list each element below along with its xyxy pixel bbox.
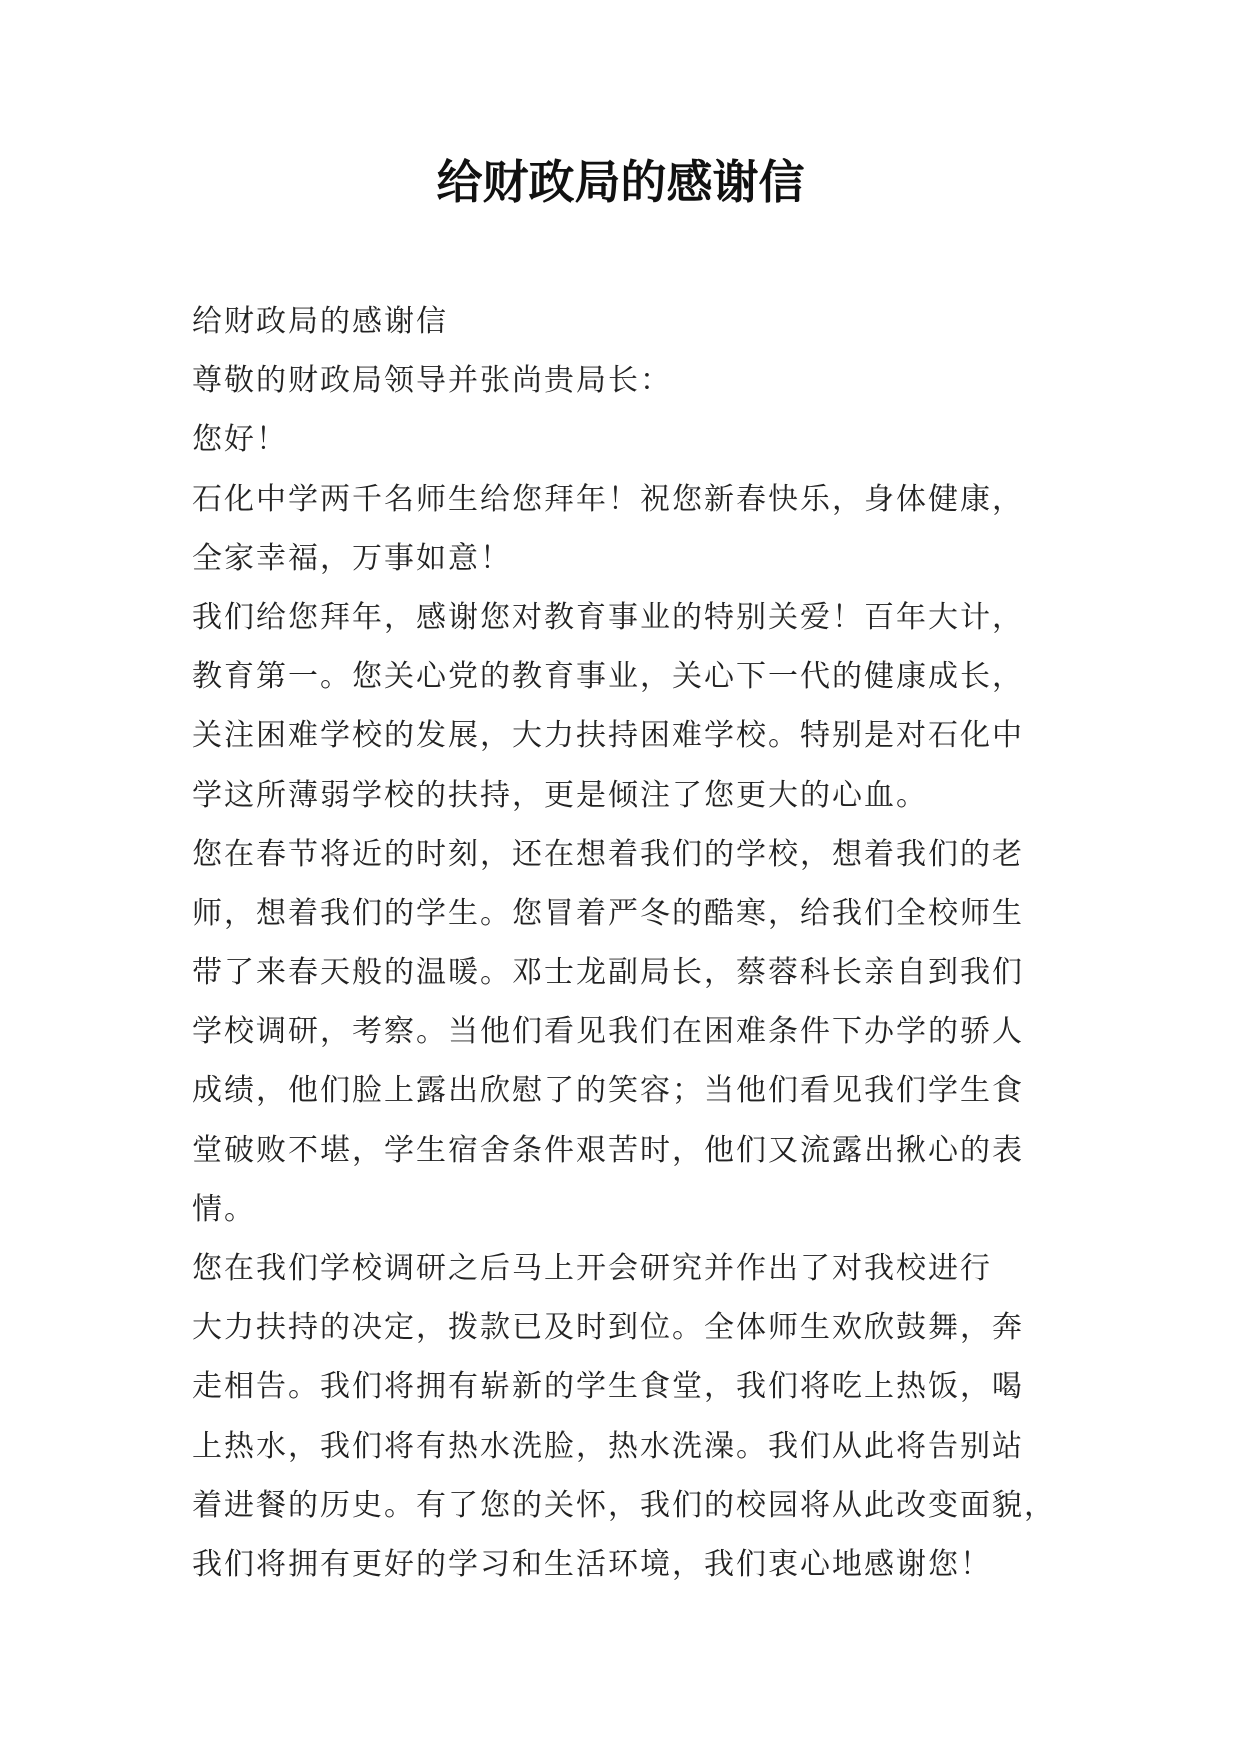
text-line: 教育第一。您关心党的教育事业，关心下一代的健康成长， xyxy=(192,659,1024,695)
letter-body xyxy=(192,292,1062,1594)
text-line: 您在春节将近的时刻，还在想着我们的学校，想着我们的老 xyxy=(192,836,1024,872)
text-line: 全家幸福，万事如意！ xyxy=(192,540,512,576)
text-line: 上热水，我们将有热水洗脸，热水洗澡。我们从此将告别站 xyxy=(192,1428,1024,1464)
text-line: 您在我们学校调研之后马上开会研究并作出了对我校进行 xyxy=(192,1251,992,1286)
document-title: 给财政局的感谢信 xyxy=(436,155,805,209)
text-line: 我们给您拜年，感谢您对教育事业的特别关爱！百年大计， xyxy=(192,599,1024,635)
text-line: 着进餐的历史。有了您的关怀，我们的校园将从此改变面貌， xyxy=(192,1487,1056,1523)
text-line: 石化中学两千名师生给您拜年！祝您新春快乐，身体健康， xyxy=(192,481,1024,517)
text-line: 学这所薄弱学校的扶持，更是倾注了您更大的心血。 xyxy=(192,777,928,813)
text-line: 给财政局的感谢信 xyxy=(192,304,448,339)
text-line: 大力扶持的决定，拨款已及时到位。全体师生欢欣鼓舞，奔 xyxy=(192,1310,1024,1346)
text-line: 成绩，他们脸上露出欣慰了的笑容；当他们看见我们学生食 xyxy=(192,1073,1024,1109)
text-line: 我们将拥有更好的学习和生活环境，我们衷心地感谢您！ xyxy=(192,1546,992,1582)
text-line: 师，想着我们的学生。您冒着严冬的酷寒，给我们全校师生 xyxy=(192,895,1024,931)
text-line: 关注困难学校的发展，大力扶持困难学校。特别是对石化中 xyxy=(192,718,1024,754)
text-line: 情。 xyxy=(192,1191,256,1227)
text-line: 堂破败不堪，学生宿舍条件艰苦时，他们又流露出揪心的表 xyxy=(192,1132,1024,1168)
text-line: 带了来春天般的温暖。邓士龙副局长，蔡蓉科长亲自到我们 xyxy=(192,955,1024,991)
text-line: 走相告。我们将拥有崭新的学生食堂，我们将吃上热饭，喝 xyxy=(192,1369,1024,1405)
text-line: 尊敬的财政局领导并张尚贵局长： xyxy=(192,363,672,399)
text-line: 学校调研，考察。当他们看见我们在困难条件下办学的骄人 xyxy=(192,1014,1024,1050)
text-line: 您好！ xyxy=(192,422,288,458)
